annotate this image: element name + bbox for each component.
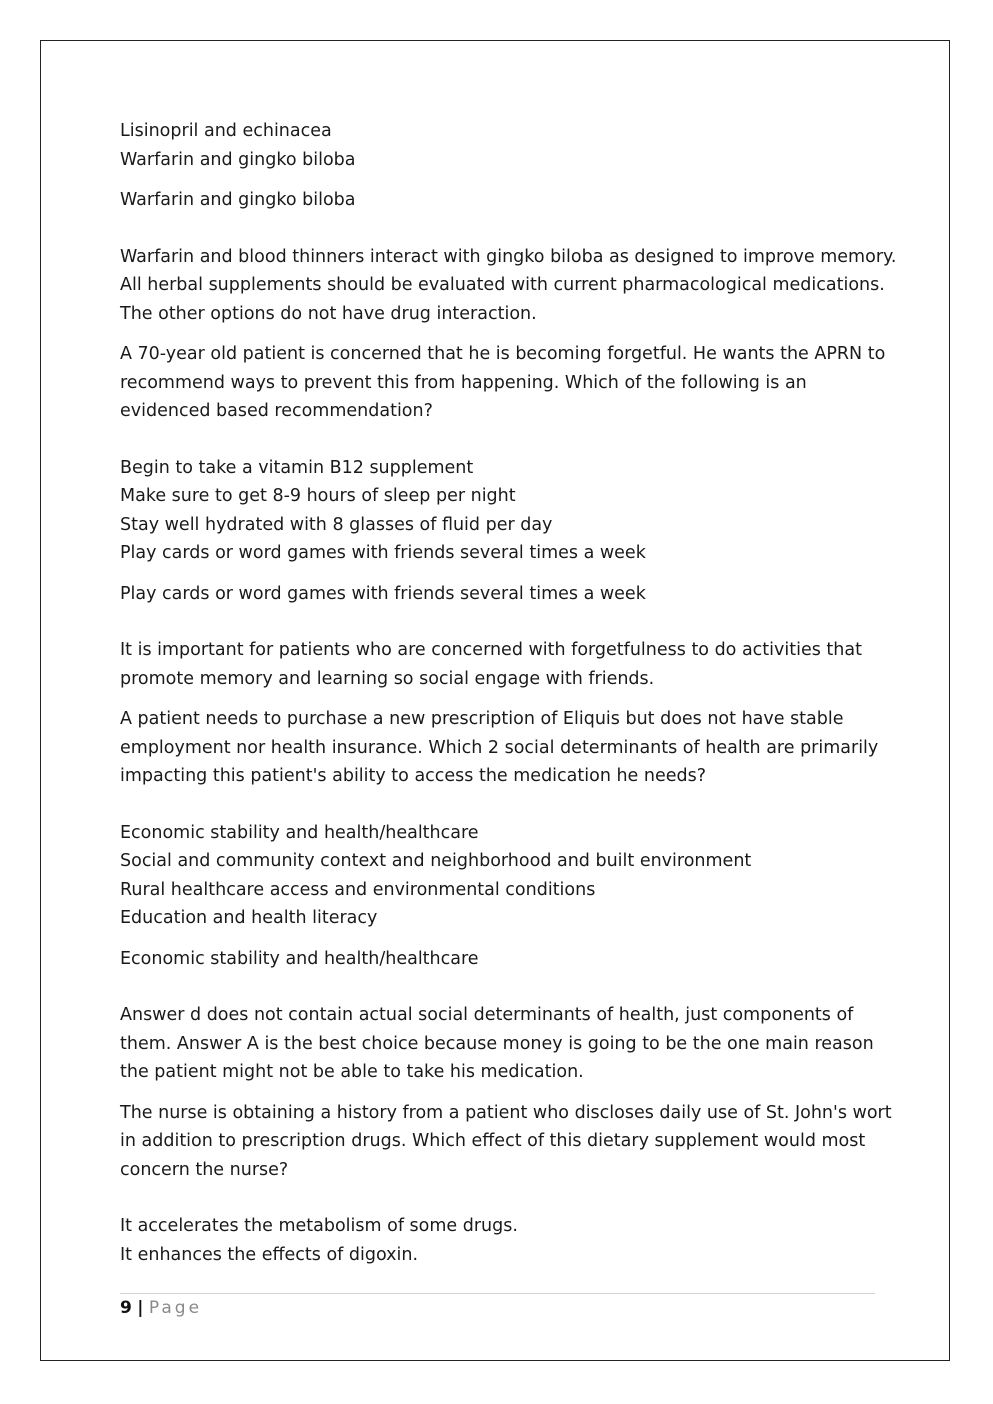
option-text: Rural healthcare access and environmental conditions [120, 879, 596, 900]
answer-q1: Warfarin and gingko biloba [120, 190, 356, 210]
options-q2 [120, 454, 880, 568]
rationale-q1 [120, 243, 897, 329]
options-q3 [120, 819, 880, 933]
question-q4 [120, 1099, 892, 1185]
option-text: Stay well hydrated with 8 glasses of fluid per day [120, 514, 553, 535]
page-number: 9 [120, 1298, 132, 1318]
option-text: Education and health literacy [120, 908, 378, 928]
rationale-line: Answer d does not contain actual social determinants of health, just components of [120, 1005, 854, 1025]
rationale-q2 [120, 636, 880, 693]
question-line: The nurse is obtaining a history from a patient who discloses daily use of St. John's wort [120, 1102, 892, 1123]
rationale-line: The other options do not have drug interaction. [120, 303, 537, 324]
options-q4 [120, 1212, 880, 1269]
rationale-line: All herbal supplements should be evaluated with current pharmacological medications. [120, 275, 885, 295]
question-line: evidenced based recommendation? [120, 401, 433, 421]
footer-separator: | [137, 1298, 144, 1318]
question-q3 [120, 705, 880, 791]
rationale-line: them. Answer A is the best choice because money is going to be the one main reason [120, 1033, 874, 1054]
option-text: Begin to take a vitamin B12 supplement [120, 457, 474, 478]
option-text: It accelerates the metabolism of some drugs. [120, 1216, 518, 1236]
page-content [120, 117, 897, 1269]
question-line: concern the nurse? [120, 1159, 289, 1180]
rationale-q3 [120, 1001, 880, 1087]
option-text: It enhances the effects of digoxin. [120, 1244, 419, 1265]
page-footer [120, 1296, 202, 1320]
question-line: A patient needs to purchase a new prescription of Eliquis but does not have stable [120, 709, 844, 729]
question-q2 [120, 340, 886, 426]
question-line: recommend ways to prevent this from happening. Which of the following is an [120, 372, 807, 393]
rationale-line: It is important for patients who are concerned with forgetfulness to do activities that [120, 640, 862, 660]
question-line: employment nor health insurance. Which 2 social determinants of health are primarily [120, 737, 879, 758]
answer-q3: Economic stability and health/healthcare [120, 948, 479, 969]
option-text: Lisinopril and echinacea [120, 121, 332, 141]
rationale-line: promote memory and learning so social engage with friends. [120, 668, 655, 689]
question-line: A 70-year old patient is concerned that he is becoming forgetful. He wants the APRN to [120, 344, 886, 364]
option-text: Social and community context and neighborhood and built environment [120, 851, 752, 871]
footer-divider [120, 1293, 875, 1294]
option-text: Economic stability and health/healthcare [120, 822, 479, 843]
page-label: Page [148, 1298, 203, 1318]
question-line: impacting this patient's ability to access the medication he needs? [120, 766, 707, 786]
rationale-line: Warfarin and blood thinners interact with gingko biloba as designed to improve memory. [120, 246, 897, 267]
option-text: Warfarin and gingko biloba [120, 149, 356, 170]
question-line: in addition to prescription drugs. Which effect of this dietary supplement would most [120, 1131, 866, 1151]
options-q1 [120, 117, 880, 174]
answer-q2: Play cards or word games with friends several times a week [120, 583, 646, 604]
rationale-line: the patient might not be able to take his medication. [120, 1062, 584, 1082]
option-text: Play cards or word games with friends several times a week [120, 543, 646, 563]
option-text: Make sure to get 8-9 hours of sleep per night [120, 486, 516, 506]
